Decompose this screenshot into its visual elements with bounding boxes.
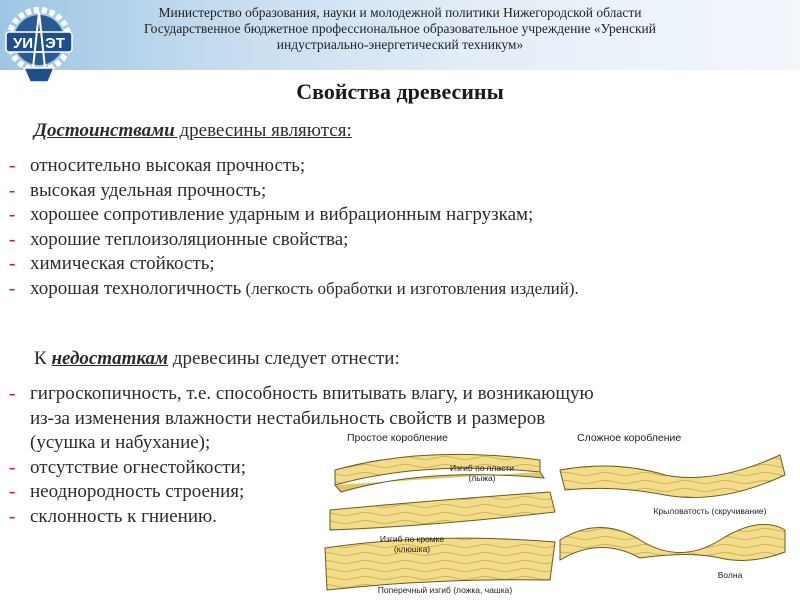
label-transverse: Поперечный изгиб (ложка, чашка): [377, 585, 513, 595]
header-line-2: Государственное бюджетное профессиональное образовательное учреждение «Уренский: [144, 21, 656, 36]
dash-bullet: -: [9, 456, 16, 478]
institution-header: [80, 5, 720, 53]
advantages-heading-rest: древесины являются:: [174, 120, 352, 141]
label-bend-face: Изгиб по пласти (лыжа): [450, 463, 514, 483]
label-bend-edge: Изгиб по кромке (клюшка): [379, 534, 445, 554]
college-logo: [4, 2, 74, 88]
list-item-continuation: (усушка и набухание);: [30, 432, 211, 453]
list-item: - химическая стойкость;: [0, 252, 579, 277]
disadvantages-heading: К недостаткам древесины следует отнести:: [34, 348, 400, 369]
label-simple-warping: Простое коробление: [347, 432, 449, 444]
advantages-heading-emph: Достоинствами: [34, 120, 175, 141]
board-wave: [560, 524, 785, 560]
list-item: - хорошая технологичность (легкость обработки и изготовления изделий).: [0, 277, 579, 302]
dash-bullet: -: [9, 481, 16, 502]
label-wave: Волна: [717, 570, 743, 580]
list-item: - отсутствие огнестойкости;: [0, 456, 594, 481]
dash-bullet: -: [9, 253, 16, 274]
header-line-3: индустриально-энергетический техникум»: [276, 37, 524, 52]
dash-bullet: -: [9, 204, 16, 225]
board-twist: [560, 455, 785, 498]
dash-bullet: -: [9, 155, 16, 176]
list-item: - относительно высокая прочность;: [0, 154, 579, 179]
warping-illustration: [315, 430, 790, 600]
label-complex-warping: Сложное коробление: [577, 432, 682, 444]
list-item: - склонность к гниению.: [0, 505, 594, 530]
dash-bullet: -: [9, 179, 16, 201]
slide-title: Свойства древесины: [296, 79, 504, 104]
header-line-1: Министерство образования, науки и молодежной политики Нижегородской области: [158, 5, 642, 20]
list-item-continuation: из-за изменения влажности нестабильность свойств и размеров: [30, 407, 546, 429]
list-item: - неоднородность строения;: [0, 480, 594, 505]
dash-bullet: -: [9, 383, 16, 404]
board-edge-bend: [330, 492, 555, 530]
list-item: - хорошее сопротивление ударным и вибрационным нагрузкам;: [0, 203, 579, 228]
item-note: (легкость обработки и изготовления изделий).: [241, 278, 579, 298]
dash-bullet: -: [9, 277, 16, 299]
advantages-heading: [34, 120, 352, 142]
list-item: - хорошие теплоизоляционные свойства;: [0, 228, 579, 253]
disadvantages-heading-emph: недостаткам: [51, 348, 169, 369]
list-item: - высокая удельная прочность;: [0, 179, 579, 204]
dash-bullet: -: [9, 228, 16, 250]
svg-text:УИ: УИ: [12, 35, 34, 52]
list-item: - гигроскопичность, т.е. способность впитывать влагу, и возникающую: [0, 382, 594, 407]
advantages-list: [0, 154, 579, 301]
dash-bullet: -: [9, 505, 16, 527]
label-twist: Крыловатость (скручивание): [653, 506, 767, 516]
svg-text:ЭТ: ЭТ: [45, 35, 65, 52]
